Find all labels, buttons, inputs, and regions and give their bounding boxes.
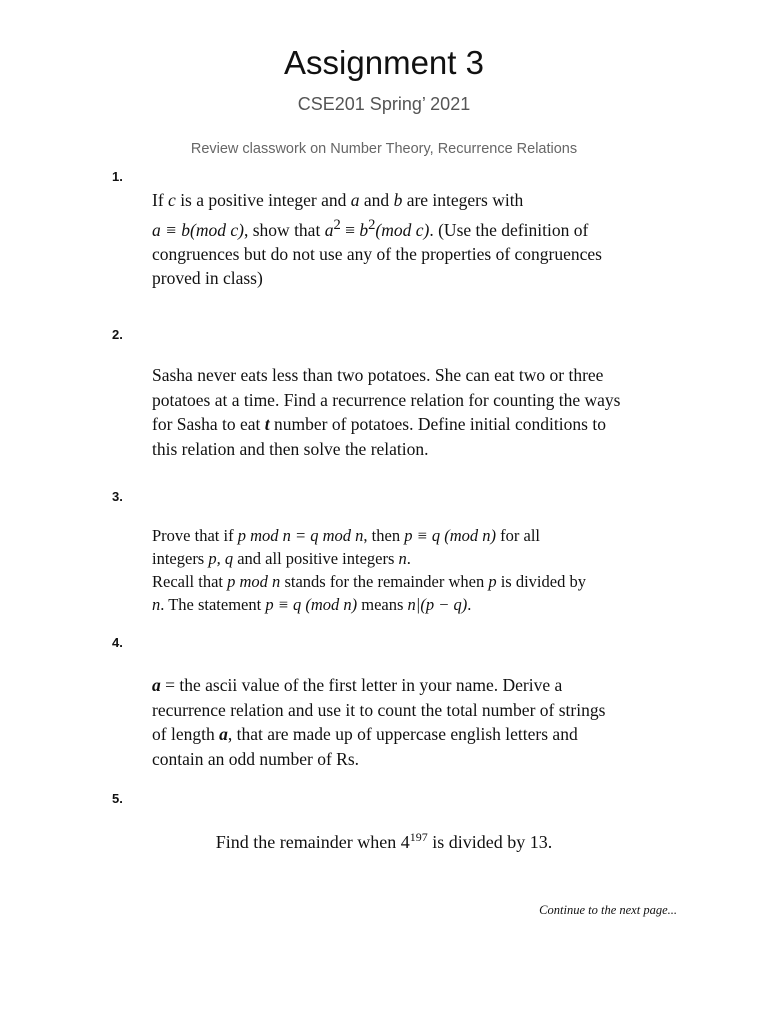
q3-text-part: , then (363, 526, 405, 545)
q3-math: p (488, 572, 497, 591)
q1-var-b: b (393, 190, 403, 210)
q4-var-a: a (152, 675, 161, 695)
question-4-text (152, 673, 622, 771)
q5-base: 4 (400, 832, 410, 852)
q4-text-part: = the ascii value of the first letter in your name. Derive a recurrence relation and use it to count the total number of strings of length (152, 675, 606, 744)
q1-text-part: If (152, 190, 169, 210)
q3-text-part: Recall that (152, 572, 228, 591)
q4-text-part: , that are made up of uppercase english letters and contain an odd number of Rs. (152, 724, 578, 769)
q3-math: p, q (208, 549, 234, 568)
q3-math: p ≡ q (mod n) (265, 595, 358, 614)
question-3-number: 3. (112, 489, 123, 504)
q1-var-c: c (168, 190, 176, 210)
q3-math: n (398, 549, 407, 568)
q3-math: p mod n = q mod n (237, 526, 364, 545)
q5-text-part: Find the remainder when (215, 832, 401, 852)
continue-note: Continue to the next page... (539, 903, 677, 917)
q1-var-b-squared: b (359, 219, 369, 240)
q3-text-part: for all (496, 526, 540, 545)
q3-text-part: stands for the remainder when (280, 572, 489, 591)
q1-text-part: is a positive integer and (175, 190, 351, 210)
course-subtitle: CSE201 Spring’ 2021 (297, 94, 471, 114)
q2-var-t: t (264, 414, 270, 434)
q3-text-part: and all positive integers (233, 549, 399, 568)
q2-text-part: number of potatoes. Define initial conditions to this relation and then solve the relation. (152, 414, 606, 459)
q1-var-a-squared: a (324, 219, 334, 240)
q1-congruence: a ≡ b(mod c) (152, 219, 244, 240)
q1-var-a: a (350, 190, 360, 210)
q3-text-part: integers (152, 549, 209, 568)
question-2-text (152, 363, 632, 461)
q3-text-part: . The statement (160, 595, 266, 614)
q3-math: n (152, 595, 161, 614)
question-1-text (152, 188, 632, 291)
q3-math: p mod n (227, 572, 281, 591)
q1-exponent: 2 (368, 216, 376, 233)
question-5-text (0, 830, 768, 853)
q3-text-part: . (406, 549, 411, 568)
q3-text-part: is divided by (496, 572, 586, 591)
page-title: Assignment 3 (284, 44, 484, 81)
q5-text-part: is divided by 13. (427, 832, 553, 852)
review-note: Review classwork on Number Theory, Recurrence Relations (190, 141, 578, 157)
q1-mod: (mod c) (375, 219, 430, 240)
q3-text-part: Prove that if (152, 526, 238, 545)
q1-exponent: 2 (333, 216, 341, 233)
question-4-number: 4. (112, 635, 123, 650)
q5-exponent: 197 (409, 830, 428, 844)
q1-text-part: , show that (244, 219, 325, 240)
q3-math: n|(p − q) (407, 595, 468, 614)
question-2-number: 2. (112, 327, 123, 342)
q3-text-part: . (467, 595, 472, 614)
q3-text-part: means (357, 595, 408, 614)
q1-text-part: are integers with (402, 190, 524, 210)
q1-text-part: . (Use the definition of congruences but do not use any of the properties of congruences proved in class) (152, 219, 602, 289)
q1-text-part: and (359, 190, 394, 210)
question-1-number: 1. (112, 169, 123, 184)
q3-math: p ≡ q (mod n) (404, 526, 497, 545)
q2-text-part: Sasha never eats less than two potatoes. She can eat two or three potatoes at a time. Find a recurrence relation for counting the ways for Sasha to eat (152, 365, 621, 434)
q4-var-a: a (219, 724, 228, 744)
q1-equiv: ≡ (340, 219, 360, 240)
question-3-text (152, 524, 632, 616)
question-5-number: 5. (112, 791, 123, 806)
